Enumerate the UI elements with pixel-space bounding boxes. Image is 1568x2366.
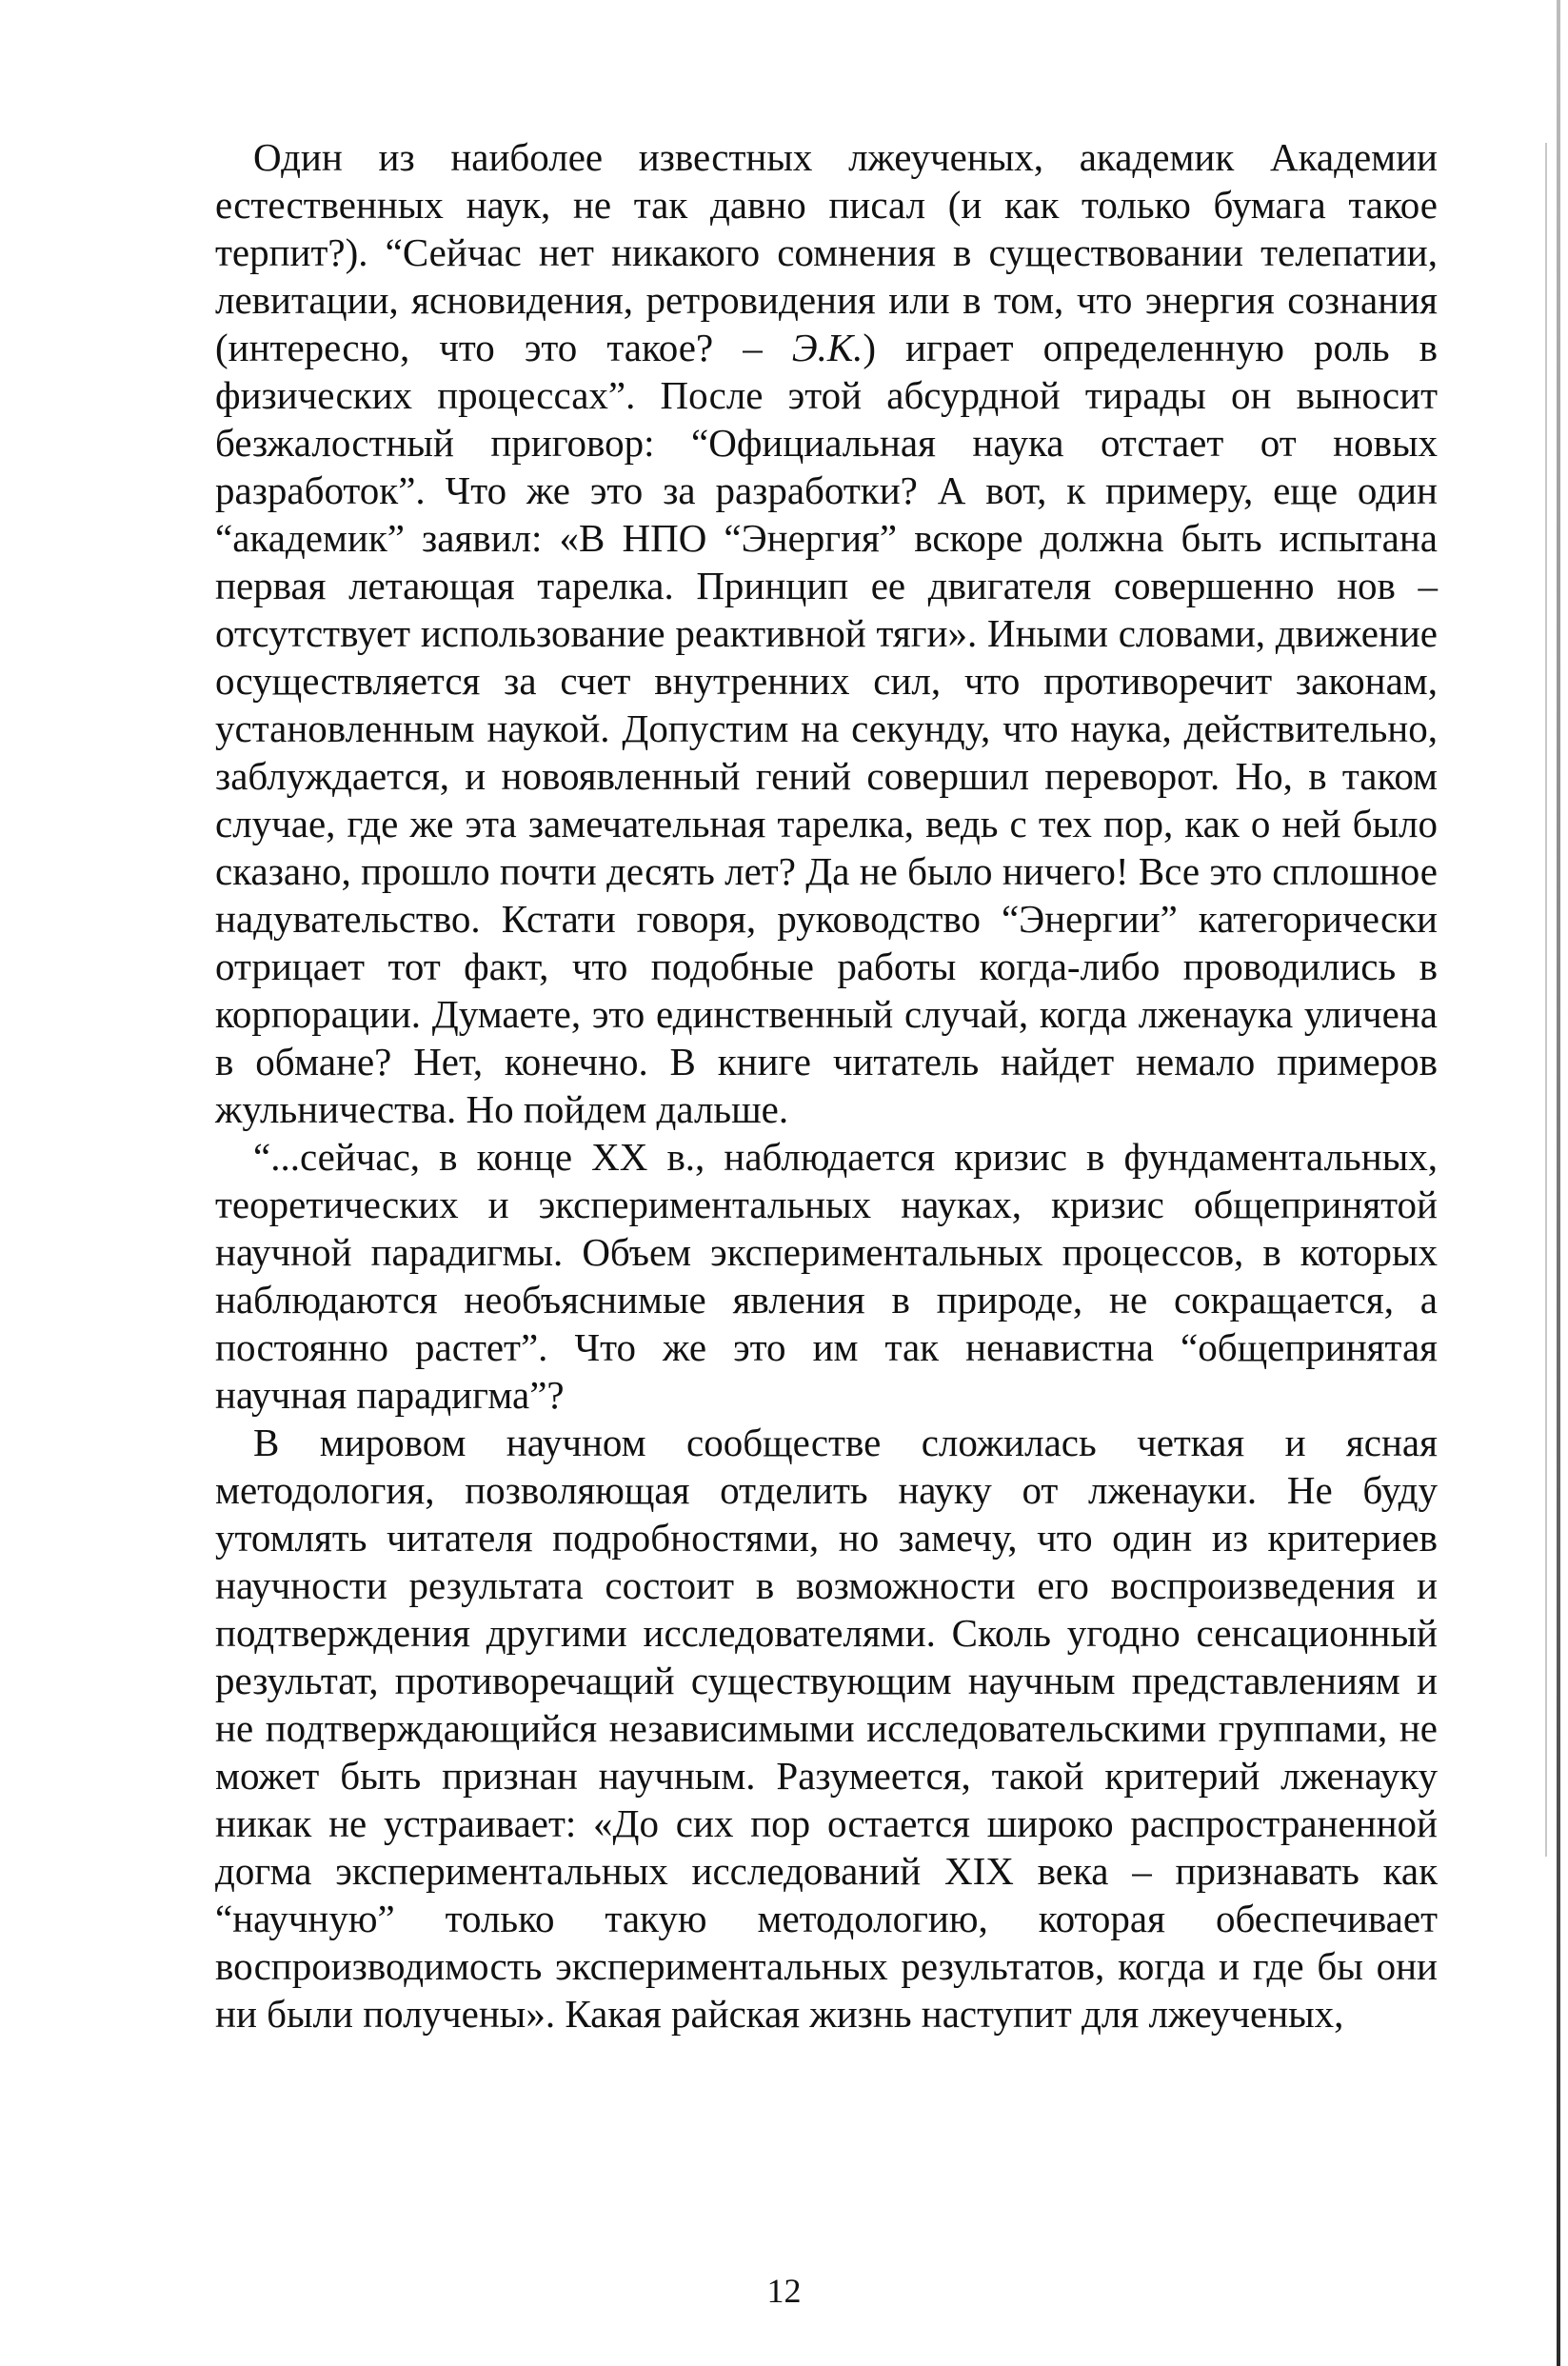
scan-edge-shadow-light [1545,143,1547,1857]
scan-edge-shadow [1557,0,1560,2366]
paragraph-3: В мировом научном сообществе сложилась четкая и ясная методология, позволяющая отделить науку от лженауки. Не буду утомлять читателя подробностями, но замечу, что один из критериев научности результата состоит в возможности его воспроизведения и подтверждения другими исследователями. Сколь угодно сенсационный результат, противоречащий существующим научным представлениям и не подтверждающийся независимыми исследовательскими группами, не может быть признан научным. Разумеется, такой критерий лженауку никак не устраивает: «До сих пор остается широко распространенной догма экспериментальных исследований XIX века – признавать как “научную” только такую методологию, которая обеспечивает воспроизводимость экспериментальных результатов, когда и где бы они ни были получены». Какая райская жизнь наступит для лжеученых, [215,1421,1438,2036]
author-initials: Э.К. [791,326,863,369]
paragraph-1-text-start: Один из наиболее известных лжеученых, академик Академии естественных наук, не так давно писал (и как только бумага такое терпит?). “Сейчас нет никакого сомнения в существовании телепатии, левитации, ясновидения, ретровидения или в том, что энергия сознания (интересно, что это такое? – [215,135,1438,369]
page-number: 12 [766,2272,802,2310]
paragraph-2: “...сейчас, в конце XX в., наблюдается кризис в фундаментальных, теоретических и экспериментальных науках, кризис общепринятой научной парадигмы. Объем экспериментальных процессов, в которых наблюдаются необъяснимые явления в природе, не сокращается, а постоянно растет”. Что же это им так ненавистна “общепринятая научная парадигма”? [215,1135,1438,1417]
paragraph-1-text-end: ) играет определенную роль в физических процессах”. После этой абсурдной тирады он выносит безжалостный приговор: “Официальная наука отстает от новых разработок”. Что же это за разработки? А вот, к примеру, еще один “академик” заявил: «В НПО “Энергия” вскоре должна быть испытана первая летающая тарелка. Принцип ее двигателя совершенно нов – отсутствует использование реактивной тяги». Иными словами, движение осуществляется за счет внутренних сил, что противоречит законам, установленным наукой. Допустим на секунду, что наука, действительно, заблуждается, и новоявленный гений совершил переворот. Но, в таком случае, где же эта замечательная тарелка, ведь с тех пор, как о ней было сказано, прошло почти десять лет? Да не было ничего! Все это сплошное надувательство. Кстати говоря, руководство “Энергии” категорически отрицает тот факт, что подобные работы когда-либо проводились в корпорации. Думаете, это единственный случай, когда лженаука уличена в обмане? Нет, конечно. В книге читатель найдет немало примеров жульничества. Но пойдем дальше. [215,326,1438,1131]
body-text [215,133,1438,2038]
paragraph-1 [215,133,1438,1133]
